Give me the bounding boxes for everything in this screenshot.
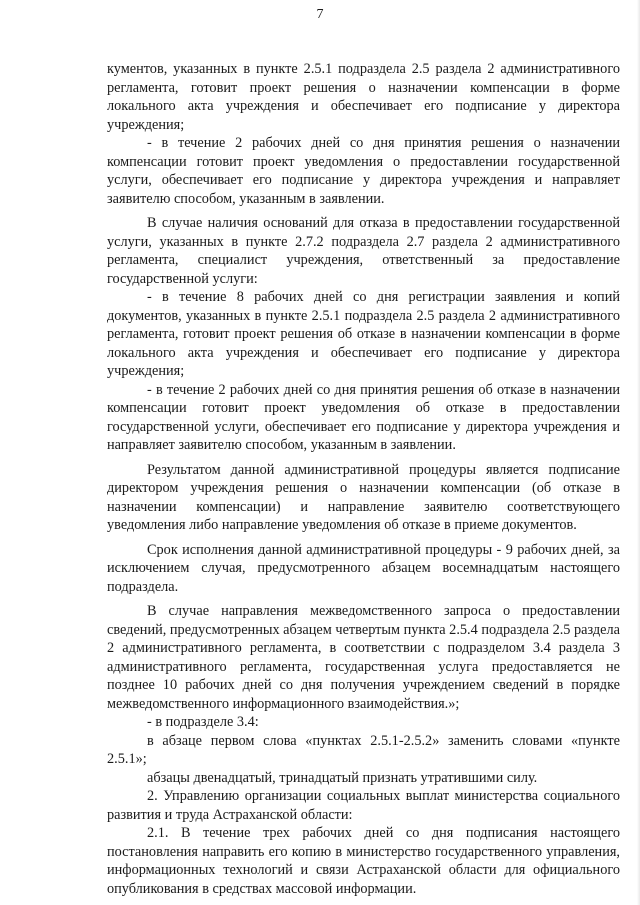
paragraph-subsection-3-4: - в подразделе 3.4:	[147, 714, 259, 730]
paragraph-abzacs-void: абзацы двенадцатый, тринадцатый признать утратившими силу.	[147, 769, 538, 786]
paragraph-refusal-grounds: В случае наличия оснований для отказа в предоставлении государственной услуги, указанных в пункте 2.7.2 подраздела 2.7 раздела 2 административного регламента, специалист учреждения, ответственный за предоставление государственной услуги:	[107, 215, 620, 287]
page-number: 7	[316, 7, 324, 22]
paragraph-procedure-term: Срок исполнения данной административной процедуры - 9 рабочих дней, за исключением случая, предусмотренного абзацем восемнадцатым настоящего подраздела.	[107, 541, 620, 595]
paragraph-first-abzac-change: в абзаце первом слова «пунктах 2.5.1-2.5.2» заменить словами «пункте 2.5.1»;	[107, 732, 620, 767]
paragraph-procedure-result: Результатом данной административной процедуры является подписание директором учреждения решения о назначении компенсации (об отказе в назначении компенсации) и направление заявителю соответствующего уведомления либо направление уведомления об отказе в приеме документов.	[107, 461, 620, 533]
paragraph-item-refusal-notification: - в течение 2 рабочих дней со дня принятия решения об отказе в назначении компенсации готовит проект уведомления об отказе в предоставлении государственной услуги, обеспечивает его подписание у директора учреждения и направляет заявителю способом, указанным в заявлении.	[107, 381, 620, 453]
paragraph-interagency-request: В случае направления межведомственного запроса о предоставлении сведений, предусмотренных абзацем четвертым пункта 2.5.4 подраздела 2.5 раздела 2 административного регламента, в соответствии с подразделом 3.4 раздела 3 административного регламента, государственная услуга предоставляется не позднее 10 рабочих дней со дня получения учреждением сведений в порядке межведомственного информационного взаимодействия.»;	[107, 603, 620, 712]
document-body	[107, 60, 620, 898]
paragraph-item-2: 2. Управлению организации социальных выплат министерства социального развития и труда Астраханской области:	[107, 788, 620, 823]
paragraph-continuation: кументов, указанных в пункте 2.5.1 подраздела 2.5 раздела 2 административного регламента, готовит проект решения о назначении компенсации в форме локального акта учреждения и обеспечивает его подписание у директора учреждения;	[107, 61, 620, 133]
paragraph-item-notification: - в течение 2 рабочих дней со дня принятия решения о назначении компенсации готовит проект уведомления о предоставлении государственной услуги, обеспечивает его подписание у директора учреждения и направляет заявителю способом, указанным в заявлении.	[107, 135, 620, 207]
paragraph-item-refusal-draft: - в течение 8 рабочих дней со дня регистрации заявления и копий документов, указанных в пункте 2.5.1 подраздела 2.5 раздела 2 административного регламента, готовит проект решения об отказе в назначении компенсации в форме локального акта учреждения и обеспечивает его подписание у директора учреждения;	[107, 289, 620, 379]
paragraph-item-2-1: 2.1. В течение трех рабочих дней со дня подписания настоящего постановления направить его копию в министерство государственного управления, информационных технологий и связи Астраханской области для официального опубликования в средствах массовой информации.	[107, 825, 620, 897]
